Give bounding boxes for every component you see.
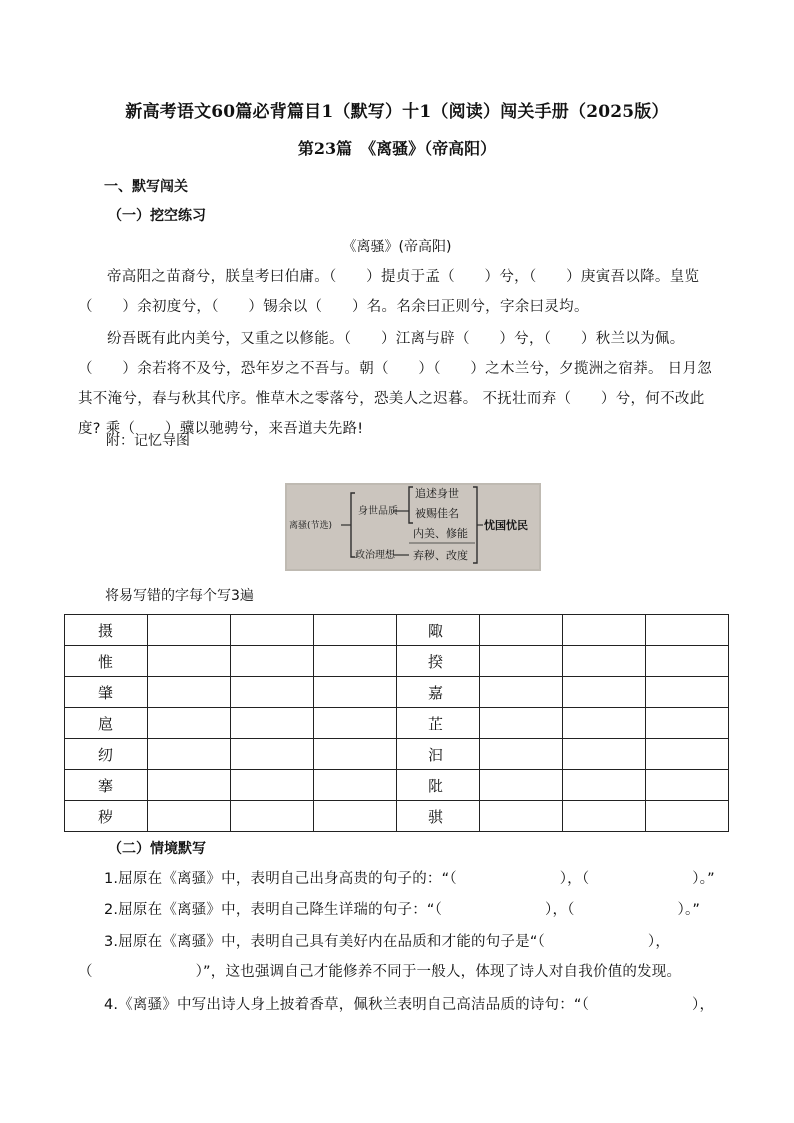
mindmap-leaf-2: 被赐佳名 <box>415 507 459 520</box>
practice-blank-cell[interactable] <box>148 615 231 646</box>
practice-blank-cell[interactable] <box>480 615 563 646</box>
table-row <box>65 677 729 708</box>
mindmap-leaf-3: 内美、修能 <box>413 527 468 540</box>
table-row <box>65 770 729 801</box>
practice-character: 摄 <box>65 615 148 646</box>
practice-blank-cell[interactable] <box>480 801 563 832</box>
practice-blank-cell[interactable] <box>231 646 314 677</box>
section-heading-dictation: 一、默写闯关 <box>104 179 188 195</box>
practice-character: 搴 <box>65 770 148 801</box>
mindmap-branch-1: 身世品质 <box>358 506 398 517</box>
practice-blank-cell[interactable] <box>646 801 729 832</box>
practice-blank-cell[interactable] <box>563 615 646 646</box>
practice-character: 揆 <box>397 646 480 677</box>
mindmap-branch-2: 政治理想 <box>355 550 395 561</box>
document-title: 新高考语文60篇必背篇目1（默写）十1（阅读）闯关手册（2025版） <box>125 102 669 122</box>
practice-blank-cell[interactable] <box>314 739 397 770</box>
practice-blank-cell[interactable] <box>563 801 646 832</box>
practice-character: 秽 <box>65 801 148 832</box>
subsection-heading-context-dictation: （二）情境默写 <box>108 841 206 857</box>
subsection-heading-fill-blank: （一）挖空练习 <box>108 208 206 224</box>
practice-blank-cell[interactable] <box>480 708 563 739</box>
practice-character: 纫 <box>65 739 148 770</box>
practice-blank-cell[interactable] <box>646 677 729 708</box>
practice-blank-cell[interactable] <box>148 770 231 801</box>
question-3: 3.屈原在《离骚》中，表明自己具有美好内在品质和才能的句子是“（ ），（ ）”，这也强调自己才能修养不同于一般人，体现了诗人对自我价值的发现。 <box>78 934 682 980</box>
practice-blank-cell[interactable] <box>563 708 646 739</box>
lesson-subtitle: 第23篇 《离骚》（帝高阳） <box>297 139 497 158</box>
practice-character: 芷 <box>397 708 480 739</box>
table-row <box>65 801 729 832</box>
table-row <box>65 646 729 677</box>
practice-character: 扈 <box>65 708 148 739</box>
practice-character: 阰 <box>397 770 480 801</box>
poem-paragraph-2: 纷吾既有此内美兮，又重之以修能。（ ）江离与辟（ ）兮，（ ）秋兰以为佩。（ ）余若将不及兮，恐年岁之不吾与。朝（ ）（ ）之木兰兮，夕揽洲之宿莽。 日月忽其不淹兮，春与秋其代序。惟草木之零落兮，恐美人之迟暮。 不抚壮而弃（ ）兮，何不改此度? 乘（ ）骥以驰骋兮，来吾道夫先路! <box>78 331 713 437</box>
practice-character: 肇 <box>65 677 148 708</box>
practice-blank-cell[interactable] <box>231 739 314 770</box>
practice-blank-cell[interactable] <box>646 708 729 739</box>
practice-blank-cell[interactable] <box>314 801 397 832</box>
practice-character: 骐 <box>397 801 480 832</box>
practice-blank-cell[interactable] <box>563 770 646 801</box>
practice-blank-cell[interactable] <box>646 739 729 770</box>
table-row <box>65 615 729 646</box>
question-1: 1.屈原在《离骚》中，表明自己出身高贵的句子的：“（ ），（ ）。” <box>104 871 715 887</box>
memory-mind-map <box>285 483 541 571</box>
practice-blank-cell[interactable] <box>480 677 563 708</box>
practice-blank-cell[interactable] <box>231 708 314 739</box>
practice-blank-cell[interactable] <box>646 615 729 646</box>
practice-character: 嘉 <box>397 677 480 708</box>
practice-blank-cell[interactable] <box>563 677 646 708</box>
practice-blank-cell[interactable] <box>231 677 314 708</box>
practice-blank-cell[interactable] <box>646 770 729 801</box>
attachment-label: 附：记忆导图 <box>106 433 190 449</box>
character-practice-table <box>64 614 729 832</box>
poem-title: 《离骚》(帝高阳) <box>342 239 452 255</box>
practice-blank-cell[interactable] <box>148 739 231 770</box>
mindmap-root: 离骚(节选) <box>289 521 333 531</box>
practice-blank-cell[interactable] <box>314 708 397 739</box>
table-row <box>65 739 729 770</box>
writing-instruction: 将易写错的字每个写3遍 <box>105 588 254 604</box>
practice-character: 陬 <box>397 615 480 646</box>
practice-blank-cell[interactable] <box>148 646 231 677</box>
practice-blank-cell[interactable] <box>314 677 397 708</box>
practice-blank-cell[interactable] <box>563 739 646 770</box>
practice-blank-cell[interactable] <box>148 708 231 739</box>
practice-blank-cell[interactable] <box>563 646 646 677</box>
practice-blank-cell[interactable] <box>646 646 729 677</box>
practice-blank-cell[interactable] <box>231 770 314 801</box>
mindmap-leaf-1: 追述身世 <box>415 487 459 500</box>
question-4: 4.《离骚》中写出诗人身上披着香草，佩秋兰表明自己高洁品质的诗句：“（ ）， <box>104 997 715 1013</box>
practice-character: 汩 <box>397 739 480 770</box>
practice-blank-cell[interactable] <box>314 770 397 801</box>
practice-blank-cell[interactable] <box>148 801 231 832</box>
mindmap-leaf-4: 弃秽、改度 <box>413 549 468 562</box>
practice-blank-cell[interactable] <box>314 615 397 646</box>
practice-blank-cell[interactable] <box>480 739 563 770</box>
mindmap-result: 忧国忧民 <box>484 519 528 532</box>
practice-blank-cell[interactable] <box>480 770 563 801</box>
practice-blank-cell[interactable] <box>480 646 563 677</box>
table-row <box>65 708 729 739</box>
poem-paragraph-1: 帝高阳之苗裔兮，朕皇考曰伯庸。（ ）提贞于孟（ ）兮，（ ）庚寅吾以降。皇览（ ）余初度兮，（ ）锡余以（ ）名。名余曰正则兮，字余曰灵均。 <box>78 269 700 315</box>
practice-blank-cell[interactable] <box>314 646 397 677</box>
practice-blank-cell[interactable] <box>231 615 314 646</box>
practice-character: 惟 <box>65 646 148 677</box>
question-2: 2.屈原在《离骚》中，表明自己降生详瑞的句子：“（ ），（ ）。” <box>104 902 701 918</box>
practice-blank-cell[interactable] <box>148 677 231 708</box>
practice-blank-cell[interactable] <box>231 801 314 832</box>
